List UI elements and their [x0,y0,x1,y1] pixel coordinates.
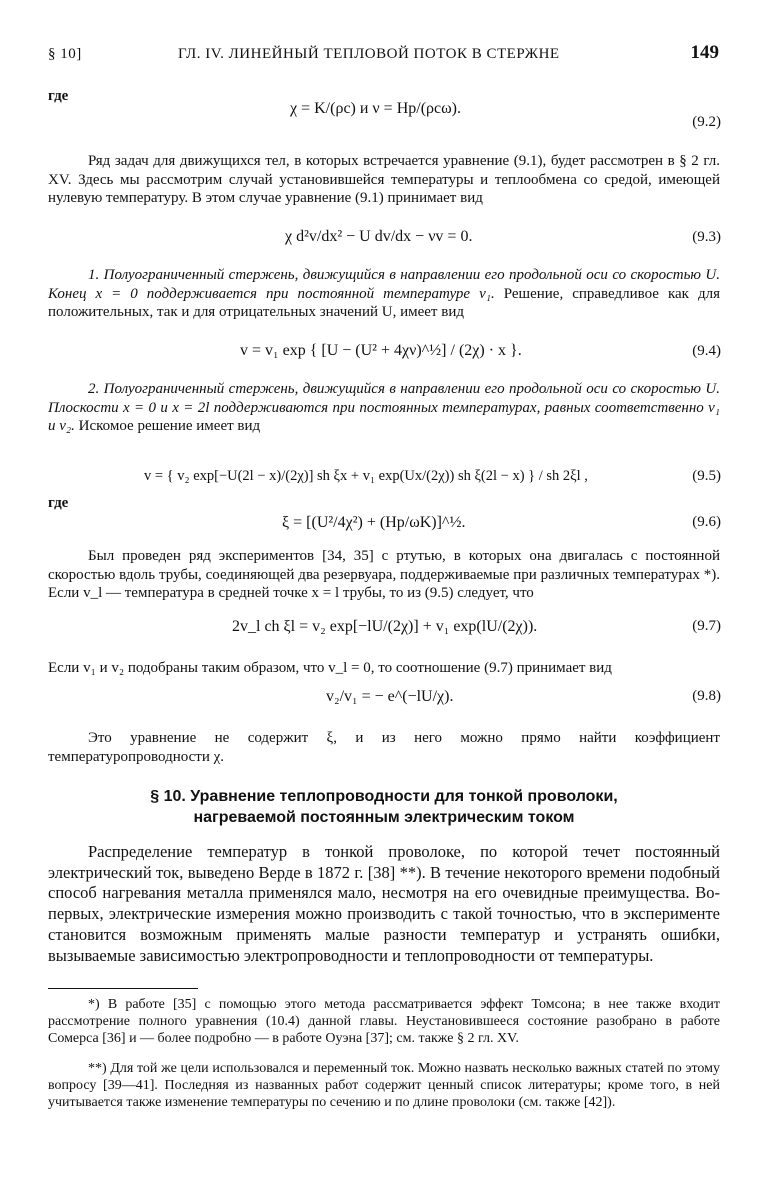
footnote: **) Для той же цели использовался и переменный ток. Можно назвать несколько важных статей по этому вопросу [39—41]. Последняя из названных работ содержит ценный список литературы; кроме того, в ней учитывается также изменение температуры по сечению и по длине проволоки (см. также [42]). [48,1061,720,1111]
footnote: *) В работе [35] с помощью этого метода рассматривается эффект Томсона; в нее также входит рассмотрение полного уравнения (10.4) данной главы. Неустановившееся состояние разобрано в работе Сомерса [36] и — более подробно — в работе Оуэна [37]; см. также § 2 гл. XV. [48,997,720,1047]
paragraph [48,380,720,436]
equation-9-2: χ = K/(ρc) и ν = Hp/(ρcω). [290,100,461,117]
paragraph: Распределение температур в тонкой проволоке, по которой течет постоянный электрический ток, выведено Верде в 1872 г. [38] **). В течение некоторого времени подобный способ нагревания металла применялся мало, несмотря на его очевидные преимущества. Во-первых, электрические измерения можно производить с такой точностью, что в эксперименте становится возможным применять малые разности температур и устранять ошибки, вызываемые зависимостью электропроводности и теплопроводности от температуры. [48,842,720,965]
paragraph [48,266,720,322]
header-chapter-title: ГЛ. IV. ЛИНЕЙНЫЙ ТЕПЛОВОЙ ПОТОК В СТЕРЖНЕ [178,46,560,62]
header-section-ref: § 10] [48,46,82,62]
where-label: где [48,88,69,104]
equation-9-5: v = { v₂ exp[−U(2l − x)/(2χ)] sh ξx + v₁ exp(Ux/(2χ)) sh ξ(2l − x) } / sh 2ξl , [144,468,588,484]
section-heading-line: нагреваемой постоянным электрическим током [193,809,575,826]
paragraph: Был проведен ряд экспериментов [34, 35] с ртутью, в которых она двигалась с постоянной скоростью вдоль трубы, соединяющей два резервуара, поддерживаемые при различных температурах *). Если v_l — температура в средней точке x = l трубы, то из (9.5) следует, что [48,548,720,601]
equation-number: (9.3) [692,229,721,245]
footnote-divider [48,988,198,989]
section-heading-line: § 10. Уравнение теплопроводности для тонкой проволоки, [150,788,618,805]
equation-9-6: ξ = [(U²/4χ²) + (Hp/ωK)]^½. [282,514,466,531]
paragraph: Это уравнение не содержит ξ, и из него можно прямо найти коэффициент температуропроводности χ. [48,730,720,765]
paragraph: Ряд задач для движущихся тел, в которых встречается уравнение (9.1), будет рассмотрен в § 2 гл. XV. Здесь мы рассмотрим случай установившейся температуры и теплообмена со средой, имеющей нулевую температуру. В этом случае уравнение (9.1) принимает вид [48,153,720,206]
equation-9-7: 2v_l ch ξl = v₂ exp[−lU/(2χ)] + v₁ exp(lU/(2χ)). [232,618,538,635]
italic-statement: 2. Полуограниченный стержень, движущийся в направлении его продольной оси со скоростью U. Плоскости x = 0 и x = 2l поддерживаются при постоянных температурах, равных соответственно v₁ и v₂. [48,381,720,434]
equation-9-3: χ d²v/dx² − U dv/dx − νv = 0. [285,228,473,245]
equation-number: (9.5) [692,468,721,484]
text: Искомое решение имеет вид [74,418,261,434]
equation-9-4: v = v₁ exp { [U − (U² + 4χν)^½] / (2χ) · x }. [240,342,522,359]
text: Решение, справедливое как для положительных, так и для отрицательных значений U, имеет вид [48,285,720,320]
where-label: где [48,495,69,511]
equation-number: (9.6) [692,514,721,530]
equation-number: (9.7) [692,618,721,634]
equation-number: (9.8) [692,688,721,704]
equation-number: (9.2) [692,114,721,130]
equation-9-8: v₂/v₁ = − e^(−lU/χ). [326,688,454,705]
section-heading [48,786,720,828]
page-number: 149 [690,42,719,63]
paragraph: Если v₁ и v₂ подобраны таким образом, что v_l = 0, то соотношение (9.7) принимает вид [48,660,612,676]
italic-statement: 1. Полуограниченный стержень, движущийся в направлении его продольной оси со скоростью U. Конец x = 0 поддерживается при постоянной температуре v₁. [48,267,720,302]
equation-number: (9.4) [692,343,721,359]
